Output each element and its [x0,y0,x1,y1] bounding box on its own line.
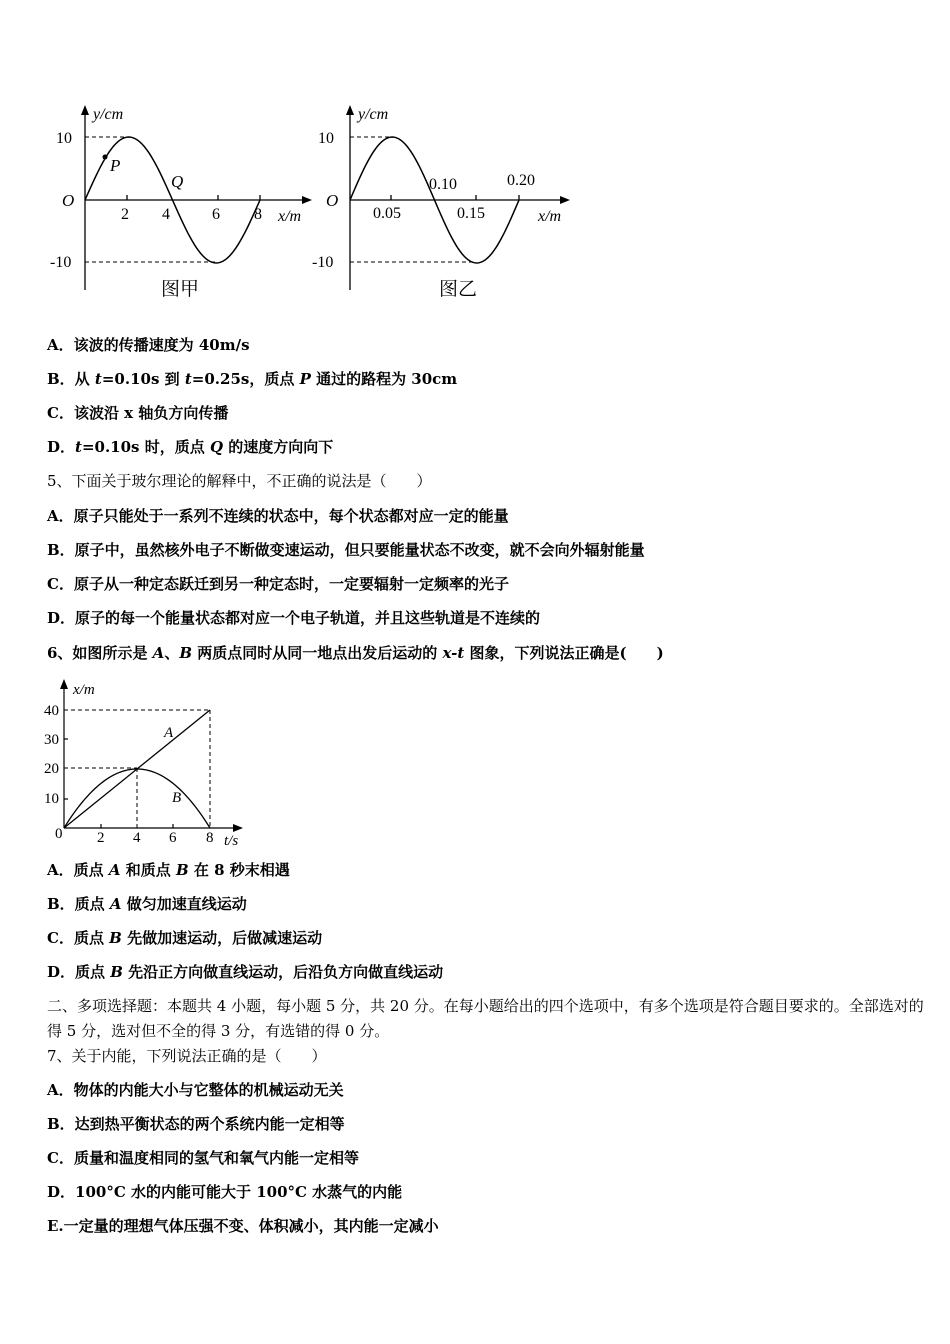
fig-xt-y-tick-10-label: 10 [44,791,59,807]
q6-stem-part5: 两质点同时从同一地点出发后运动的 [192,644,443,662]
q6-c-part2: B [109,929,122,947]
q4-option-b [47,369,457,389]
fig-yi-x-label: x/m [538,208,562,225]
fig-xt-x-tick-4-label: 4 [133,830,141,846]
fig-yi-caption: 图乙 [439,279,478,300]
fig-jia-x-label: x/m [278,208,302,225]
q4-b-part5: =0.25s，质点 [191,370,300,388]
fig-yi-y-label: y/cm [358,106,389,123]
q6-stem-part6: x-t [442,644,465,662]
q6-stem-part3: 、 [164,644,180,662]
fig-yi-origin: O [326,191,339,210]
fig-yi-x-tick-005: 0.05 [373,205,401,222]
q4-d-part5: 的速度方向向下 [223,438,334,456]
fig-yi-y-tick-10: 10 [318,130,334,147]
fig-yi-y-tick-neg10: -10 [312,254,334,271]
q6-b-part3: 做匀加速直线运动 [121,895,247,913]
q7-option-a: A．物体的内能大小与它整体的机械运动无关 [47,1081,344,1099]
fig-yi-x-tick-010: 0.10 [429,176,457,193]
fig-jia-x-tick-2: 2 [121,206,129,223]
fig-jia-x-tick-4: 4 [162,206,170,223]
q6-stem [47,643,664,663]
q6-a-part1: A．质点 [47,861,109,879]
q6-stem-part2: A [152,644,165,662]
q4-d-part2: t [75,438,82,456]
q6-a-part5: 在 8 秒末相遇 [188,861,290,879]
fig-xt-x-tick-6-label: 6 [169,830,177,846]
fig-jia-point-p-dot [103,155,108,160]
fig-yi-x-arrow [560,196,570,204]
fig-xt-label-a: A [164,725,174,741]
q7-option-d: D．100°C 水的内能可能大于 100°C 水蒸气的内能 [47,1183,403,1201]
q6-option-c [47,928,322,948]
q4-b-part3: =0.10s 到 [101,370,185,388]
fig-jia-y-arrow [81,105,89,115]
section2-heading: 二、多项选择题：本题共 4 小题，每小题 5 分，共 20 分。在每小题给出的四个选项中，有多个选项是符合题目要求的。全部选对的得 5 分，选对但不全的得 3 分，有选错的得 0 分。 [47,997,924,1040]
q7-stem: 7、关于内能，下列说法正确的是（ ） [47,1047,327,1065]
q6-c-part3: 先做加速运动，后做减速运动 [121,929,323,947]
q6-option-d [47,962,443,982]
q4-option-c: C．该波沿 x 轴负方向传播 [47,404,229,422]
q6-d-part3: 先沿正方向做直线运动，后沿负方向做直线运动 [122,963,444,981]
q4-d-part4: Q [209,438,224,456]
fig-jia-x-tick-8: 8 [254,206,262,223]
q6-option-b [47,894,247,914]
q6-a-part4: B [175,861,189,879]
q4-b-part2: t [94,370,102,388]
fig-xt-y-tick-20: 20 [44,761,59,777]
fig-jia-y-tick-neg10: -10 [50,254,72,271]
q6-stem-part4: B [179,644,193,662]
q5-stem: 5、下面关于玻尔理论的解释中，不正确的说法是（ ） [47,472,432,490]
fig-yi-x-tick-015: 0.15 [457,205,485,222]
fig-jia-y-label: y/cm [93,106,124,123]
q4-b-part4: t [184,370,192,388]
q4-d-part3: =0.10s 时，质点 [81,438,210,456]
fig-yi-x-tick-020: 0.20 [507,172,535,189]
q7-option-c: C．质量和温度相同的氢气和氧气内能一定相等 [47,1149,359,1167]
q6-a-part2: A [108,861,121,879]
figure-xt [38,675,258,855]
q6-b-part2: A [109,895,122,913]
fig-xt-y-label: x/m [73,682,95,698]
fig-jia-origin: O [62,191,75,210]
figure-yi [310,95,590,310]
q6-a-part3: 和质点 [120,861,176,879]
fig-yi-y-arrow [346,105,354,115]
q7-option-b: B．达到热平衡状态的两个系统内能一定相等 [47,1115,345,1133]
q6-stem-part7: 图象，下列说法正确是( ) [464,644,664,662]
fig-jia-point-p: P [110,156,121,175]
q4-option-d [47,437,333,457]
fig-xt-x-label: t/s [224,833,239,849]
q6-stem-part1: 6、如图所示是 [47,644,153,662]
fig-xt-x-arrow [233,824,243,832]
q6-option-a [47,860,290,880]
q5-option-a: A．原子只能处于一系列不连续的状态中，每个状态都对应一定的能量 [47,507,509,525]
q4-d-part1: D． [47,438,76,456]
q5-option-c: C．原子从一种定态跃迁到另一种定态时，一定要辐射一定频率的光子 [47,575,509,593]
q6-d-part2: B [110,963,123,981]
q4-option-a: A．该波的传播速度为 40m/s [47,336,250,354]
fig-jia-point-q: Q [171,172,184,191]
fig-jia-x-tick-6: 6 [212,206,220,223]
q7-option-e: E.一定量的理想气体压强不变、体积减小，其内能一定减小 [47,1217,439,1235]
q4-b-part7: 通过的路程为 30cm [310,370,458,388]
q6-c-part1: C．质点 [47,929,110,947]
q6-b-part1: B．质点 [47,895,110,913]
q4-b-part1: B．从 [47,370,95,388]
q5-option-d: D．原子的每一个能量状态都对应一个电子轨道，并且这些轨道是不连续的 [47,609,541,627]
fig-jia-caption: 图甲 [161,279,200,300]
fig-xt-origin: 0 [55,826,63,842]
q6-d-part1: D．质点 [47,963,111,981]
fig-xt-x-tick-2-label: 2 [97,830,105,846]
figure-jia [40,95,320,310]
fig-xt-x-tick-8-label: 8 [206,830,214,846]
q4-b-part6: P [299,370,311,388]
q5-option-b: B．原子中，虽然核外电子不断做变速运动，但只要能量状态不改变，就不会向外辐射能量 [47,541,645,559]
fig-xt-label-b: B [172,790,182,806]
fig-xt-y-tick-30-label: 30 [44,732,59,748]
fig-jia-y-tick-10: 10 [56,130,72,147]
fig-xt-y-arrow [60,679,68,689]
fig-xt-y-tick-40: 40 [44,703,59,719]
